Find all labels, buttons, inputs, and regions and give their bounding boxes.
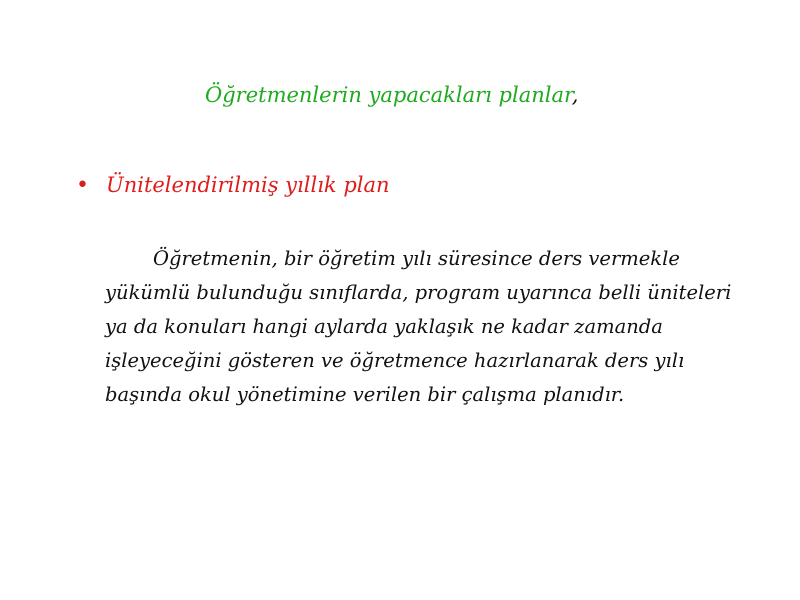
- slide-title: [205, 80, 578, 110]
- body-paragraph: Öğretmenin, bir öğretim yılı süresince ders vermekle yükümlü bulunduğu sınıflarda, program uyarınca belli üniteleri ya da konuları hangi aylarda yaklaşık ne kadar zamanda işleyeceğini gösteren ve öğretmence hazırlanarak ders yılı başında okul yönetimine verilen bir çalışma planıdır.: [105, 247, 732, 406]
- bullet-label: Ünitelendirilmiş yıllık plan: [106, 173, 390, 197]
- slide-title-punctuation: ,: [571, 83, 579, 107]
- bullet-item: [76, 170, 390, 200]
- bullet-dot-icon: •: [76, 173, 89, 198]
- slide-title-text: Öğretmenlerin yapacakları planlar: [205, 83, 572, 107]
